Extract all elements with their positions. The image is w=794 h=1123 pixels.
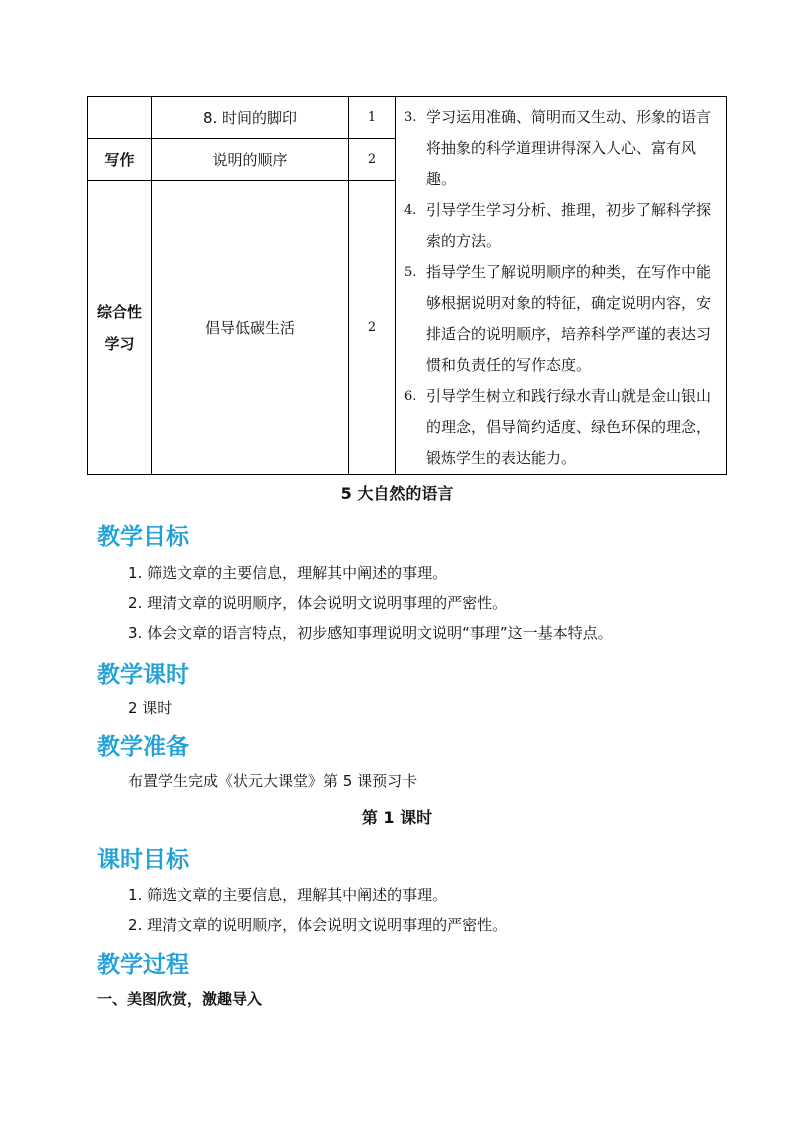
step-heading: 一、美图欣赏，激趣导入 — [97, 990, 263, 1008]
goal-line: 2. 理清文章的说明顺序，体会说明文说明事理的严密性。 — [128, 916, 508, 934]
table-cell-goals — [396, 97, 727, 475]
table-cell-hours: 2 — [349, 139, 396, 181]
table-row — [88, 97, 727, 139]
table-cell-type — [88, 97, 152, 139]
section-heading: 教学准备 — [97, 734, 189, 760]
goal-item: 3. 学习运用准确、简明而又生动、形象的语言将抽象的科学道理讲得深入人心、富有风趣。 — [404, 108, 712, 188]
table-cell-title: 8. 时间的脚印 — [152, 97, 349, 139]
hours-line: 2 课时 — [128, 699, 173, 717]
section-heading: 课时目标 — [97, 847, 189, 873]
table-cell-hours: 1 — [349, 97, 396, 139]
table-cell-type: 综合性 学习 — [88, 181, 152, 475]
goal-line: 3. 体会文章的语言特点，初步感知事理说明文说明“事理”这一基本特点。 — [128, 624, 613, 642]
goal-line: 1. 筛选文章的主要信息，理解其中阐述的事理。 — [128, 886, 448, 904]
goal-line: 1. 筛选文章的主要信息，理解其中阐述的事理。 — [128, 564, 448, 582]
goal-item: 5. 指导学生了解说明顺序的种类，在写作中能够根据说明对象的特征，确定说明内容，安排适合的说明顺序，培养科学严谨的表达习惯和负责任的写作态度。 — [404, 263, 712, 374]
goal-line: 2. 理清文章的说明顺序，体会说明文说明事理的严密性。 — [128, 594, 508, 612]
table-cell-title: 倡导低碳生活 — [152, 181, 349, 475]
section-heading: 教学目标 — [97, 524, 189, 550]
lesson-title: 5 大自然的语言 — [340, 484, 454, 503]
section-heading: 教学过程 — [97, 952, 189, 978]
table-cell-type: 写作 — [88, 139, 152, 181]
section-heading: 教学课时 — [97, 662, 189, 688]
lesson-plan-table — [87, 96, 727, 475]
prep-line: 布置学生完成《状元大课堂》第 5 课预习卡 — [128, 772, 418, 790]
goal-item: 4. 引导学生学习分析、推理，初步了解科学探索的方法。 — [404, 201, 712, 250]
table-cell-title: 说明的顺序 — [152, 139, 349, 181]
table-cell-hours: 2 — [349, 181, 396, 475]
goal-item: 6. 引导学生树立和践行绿水青山就是金山银山的理念，倡导简约适度、绿色环保的理念，锻炼学生的表达能力。 — [404, 387, 712, 467]
period-title: 第 1 课时 — [361, 808, 433, 827]
